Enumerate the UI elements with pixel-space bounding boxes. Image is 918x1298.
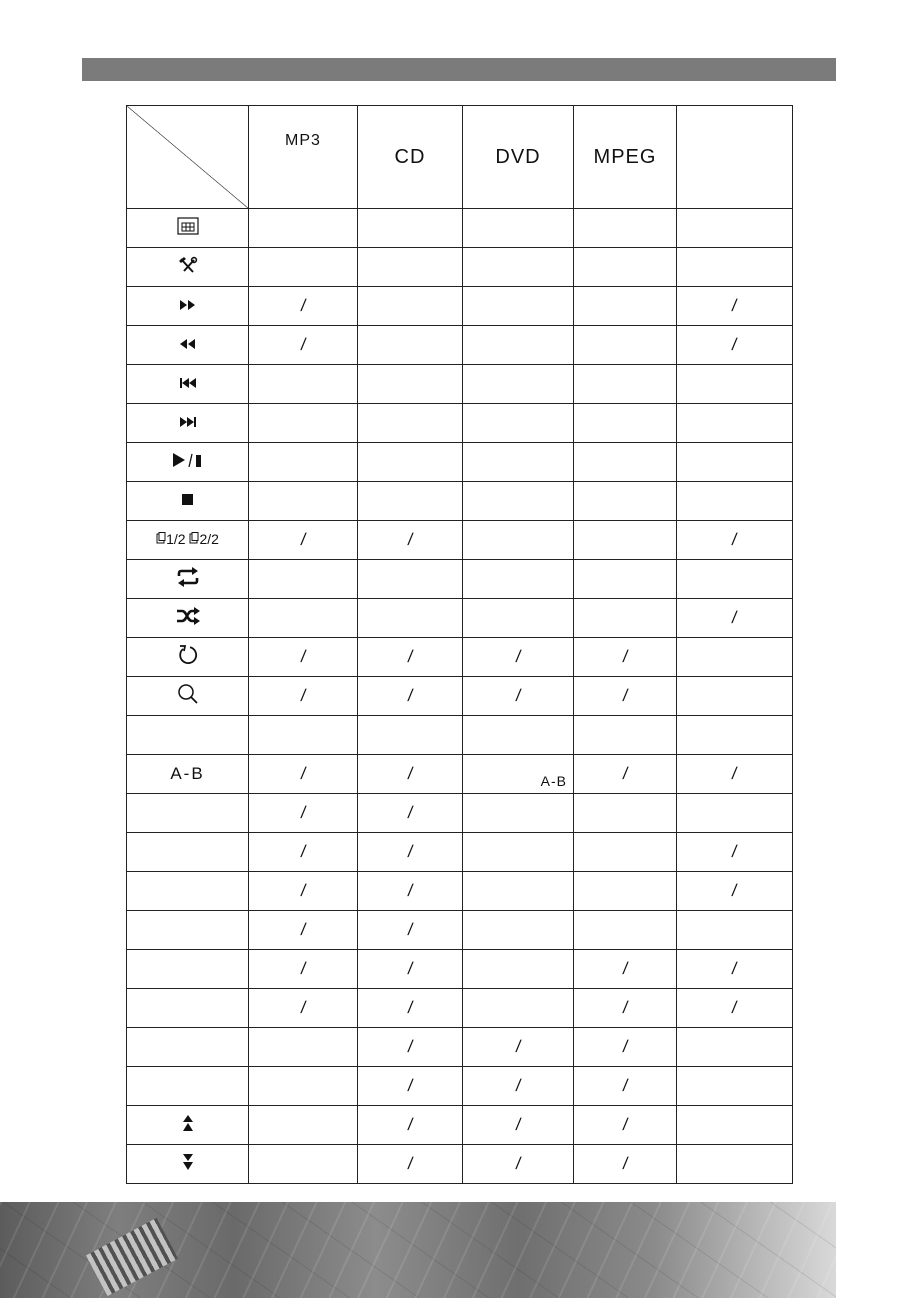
cell-dvd (463, 833, 574, 872)
table-row (127, 1145, 793, 1184)
refresh-icon (177, 644, 199, 671)
cell-dvd (463, 404, 574, 443)
row-label-cell (127, 482, 249, 521)
cell-dvd (463, 1067, 574, 1106)
support-mark: / (621, 686, 629, 705)
support-mark: / (406, 764, 414, 783)
column-header-mpeg: MPEG (574, 106, 677, 209)
support-mark: / (299, 686, 307, 705)
cell-dvd (463, 287, 574, 326)
row-label-cell (127, 794, 249, 833)
cell-mp3 (249, 1067, 358, 1106)
row-label-cell (127, 326, 249, 365)
cell-cd (358, 950, 463, 989)
row-label-cell (127, 638, 249, 677)
cell-dvd (463, 872, 574, 911)
cell-dvd (463, 716, 574, 755)
column-header-blank (677, 106, 793, 209)
support-mark: / (299, 530, 307, 549)
disc-fraction-label: 2/2 (199, 531, 219, 548)
table-row (127, 1106, 793, 1145)
cell-mpeg (574, 872, 677, 911)
page-down-icon (182, 1153, 194, 1176)
cell-dvd (463, 599, 574, 638)
support-mark: / (406, 998, 414, 1017)
fast-rewind-icon (179, 336, 197, 354)
play-pause-icon (172, 452, 204, 473)
page-up-icon (182, 1114, 194, 1137)
support-mark: / (514, 647, 522, 666)
cell-dvd (463, 482, 574, 521)
table-row (127, 443, 793, 482)
cell-extra (677, 482, 793, 521)
cell-cd (358, 287, 463, 326)
cell-cd (358, 989, 463, 1028)
cell-mp3 (249, 209, 358, 248)
cell-mpeg (574, 1067, 677, 1106)
row-label-cell (127, 833, 249, 872)
row-label-cell (127, 248, 249, 287)
table-row (127, 677, 793, 716)
column-header-cd: CD (358, 106, 463, 209)
cell-cd (358, 833, 463, 872)
column-header-mp3: MP3 (249, 106, 358, 209)
support-mark: / (621, 998, 629, 1017)
cell-dvd (463, 521, 574, 560)
cell-mpeg (574, 1145, 677, 1184)
table-header-row (127, 106, 793, 209)
cell-cd (358, 1106, 463, 1145)
cell-mpeg (574, 209, 677, 248)
support-mark: / (299, 998, 307, 1017)
cell-extra (677, 716, 793, 755)
support-mark: / (730, 530, 739, 549)
compatibility-table (126, 105, 793, 1184)
support-mark: / (730, 608, 739, 627)
cell-mp3 (249, 521, 358, 560)
cell-cd (358, 794, 463, 833)
support-mark: / (406, 1154, 414, 1173)
row-label-cell (127, 1067, 249, 1106)
support-mark: / (406, 1076, 414, 1095)
table-row (127, 911, 793, 950)
table-row (127, 794, 793, 833)
support-mark: / (621, 1037, 629, 1056)
zoom-icon (177, 683, 199, 710)
cell-mpeg (574, 521, 677, 560)
cell-extra (677, 1145, 793, 1184)
table-row (127, 482, 793, 521)
cell-cd (358, 209, 463, 248)
table-row (127, 560, 793, 599)
cell-mp3 (249, 560, 358, 599)
support-mark: / (730, 335, 739, 354)
cell-dvd (463, 209, 574, 248)
support-mark: / (299, 959, 307, 978)
cell-mp3 (249, 716, 358, 755)
cell-dvd (463, 638, 574, 677)
cell-cd (358, 404, 463, 443)
ab-note: A-B (540, 773, 567, 789)
support-mark: / (621, 647, 629, 666)
cell-extra (677, 989, 793, 1028)
cell-mp3 (249, 911, 358, 950)
cell-mpeg (574, 1028, 677, 1067)
cell-extra (677, 950, 793, 989)
cell-cd (358, 755, 463, 794)
cell-dvd (463, 365, 574, 404)
support-mark: / (730, 959, 739, 978)
table-row (127, 716, 793, 755)
repeat-icon (176, 567, 200, 592)
cell-dvd (463, 677, 574, 716)
table-row (127, 209, 793, 248)
cell-cd (358, 716, 463, 755)
support-mark: / (406, 920, 414, 939)
cell-dvd (463, 1028, 574, 1067)
row-label-cell (127, 1106, 249, 1145)
support-mark: / (514, 1115, 522, 1134)
support-mark: / (406, 803, 414, 822)
cell-dvd (463, 560, 574, 599)
cell-dvd (463, 1145, 574, 1184)
cell-extra (677, 404, 793, 443)
cell-mp3 (249, 1028, 358, 1067)
cell-mp3 (249, 443, 358, 482)
row-label-cell (127, 755, 249, 794)
support-mark: / (730, 998, 739, 1017)
table-row (127, 287, 793, 326)
cell-mpeg (574, 755, 677, 794)
cell-extra (677, 599, 793, 638)
row-label-cell (127, 911, 249, 950)
cell-mp3 (249, 950, 358, 989)
cell-extra (677, 1067, 793, 1106)
cell-dvd (463, 443, 574, 482)
cell-mpeg (574, 248, 677, 287)
support-mark: / (621, 959, 629, 978)
disc-select-icon (156, 531, 166, 549)
support-mark: / (730, 842, 739, 861)
cell-dvd (463, 248, 574, 287)
cell-cd (358, 872, 463, 911)
support-mark: / (299, 335, 307, 354)
cell-extra (677, 794, 793, 833)
table-row (127, 365, 793, 404)
table-row (127, 521, 793, 560)
cell-extra (677, 521, 793, 560)
cell-mp3 (249, 1145, 358, 1184)
support-mark: / (406, 881, 414, 900)
row-label-cell (127, 443, 249, 482)
support-mark: / (730, 881, 739, 900)
row-label-cell (127, 989, 249, 1028)
row-label-cell (127, 677, 249, 716)
skip-previous-icon (179, 375, 197, 393)
table-row (127, 872, 793, 911)
row-label: A-B (170, 764, 205, 783)
cell-mpeg (574, 287, 677, 326)
table-row (127, 950, 793, 989)
cell-cd (358, 638, 463, 677)
row-label-cell (127, 1028, 249, 1067)
support-mark: / (406, 686, 414, 705)
cell-mpeg (574, 599, 677, 638)
skip-next-icon (179, 414, 197, 432)
support-mark: / (299, 764, 307, 783)
support-mark: / (406, 842, 414, 861)
cell-cd (358, 1028, 463, 1067)
cell-cd (358, 1145, 463, 1184)
stop-icon (182, 492, 193, 510)
cell-mp3 (249, 872, 358, 911)
cell-mp3 (249, 989, 358, 1028)
support-mark: / (514, 1154, 522, 1173)
cell-extra (677, 560, 793, 599)
cell-mp3 (249, 482, 358, 521)
cell-dvd (463, 326, 574, 365)
cell-mp3 (249, 326, 358, 365)
support-mark: / (299, 842, 307, 861)
cell-mpeg (574, 404, 677, 443)
cell-extra (677, 1028, 793, 1067)
support-mark: / (730, 296, 739, 315)
footer-banner-image (0, 1202, 836, 1298)
cell-extra (677, 911, 793, 950)
cell-mp3 (249, 365, 358, 404)
disc-fraction-label: 1/2 (166, 531, 190, 548)
cell-cd (358, 599, 463, 638)
cell-mp3 (249, 755, 358, 794)
row-label-cell (127, 365, 249, 404)
row-label-cell (127, 599, 249, 638)
cell-dvd (463, 911, 574, 950)
support-mark: / (406, 530, 414, 549)
cell-extra (677, 248, 793, 287)
cell-extra (677, 287, 793, 326)
cell-cd (358, 248, 463, 287)
cell-extra (677, 365, 793, 404)
row-label-cell (127, 521, 249, 560)
row-label-cell (127, 404, 249, 443)
row-label-cell (127, 1145, 249, 1184)
cell-extra (677, 677, 793, 716)
setup-tools-icon (178, 256, 198, 279)
grid-menu-icon (177, 217, 199, 240)
support-mark: / (514, 1037, 522, 1056)
cell-mp3 (249, 638, 358, 677)
row-label-cell (127, 872, 249, 911)
cell-cd (358, 1067, 463, 1106)
cell-extra (677, 833, 793, 872)
cell-dvd (463, 950, 574, 989)
cell-mp3 (249, 404, 358, 443)
table-row (127, 1028, 793, 1067)
disc-select-icon (189, 531, 199, 549)
cell-mpeg (574, 482, 677, 521)
support-mark: / (621, 1154, 629, 1173)
cell-extra (677, 443, 793, 482)
cell-mpeg (574, 443, 677, 482)
cell-extra (677, 755, 793, 794)
cell-mpeg (574, 833, 677, 872)
table-row (127, 989, 793, 1028)
cell-mp3 (249, 677, 358, 716)
cell-mp3 (249, 248, 358, 287)
support-mark: / (514, 1076, 522, 1095)
row-label-cell (127, 287, 249, 326)
cell-mpeg (574, 911, 677, 950)
table-row (127, 755, 793, 794)
fast-forward-icon (179, 297, 197, 315)
cell-mp3 (249, 833, 358, 872)
cell-dvd (463, 1106, 574, 1145)
shuffle-icon (176, 607, 200, 630)
cell-extra (677, 1106, 793, 1145)
table-row (127, 599, 793, 638)
cell-cd (358, 326, 463, 365)
cell-cd (358, 677, 463, 716)
cell-extra (677, 326, 793, 365)
cell-mpeg (574, 638, 677, 677)
cell-dvd (463, 989, 574, 1028)
cell-cd (358, 482, 463, 521)
cell-mpeg (574, 716, 677, 755)
table-row (127, 1067, 793, 1106)
header-bar (82, 58, 836, 81)
cell-extra (677, 872, 793, 911)
support-mark: / (299, 296, 307, 315)
support-mark: / (299, 920, 307, 939)
diagonal-corner-cell (127, 106, 249, 209)
column-header-dvd: DVD (463, 106, 574, 209)
cell-cd (358, 560, 463, 599)
support-mark: / (730, 764, 739, 783)
table-row (127, 833, 793, 872)
row-label-cell (127, 560, 249, 599)
support-mark: / (621, 1115, 629, 1134)
film-strip-graphic (86, 1218, 178, 1296)
cell-mpeg (574, 326, 677, 365)
cell-mpeg (574, 677, 677, 716)
cell-cd (358, 521, 463, 560)
support-mark: / (406, 647, 414, 666)
cell-cd (358, 443, 463, 482)
cell-dvd (463, 755, 574, 794)
cell-extra (677, 209, 793, 248)
cell-mp3 (249, 1106, 358, 1145)
support-mark: / (406, 1037, 414, 1056)
cell-mpeg (574, 950, 677, 989)
table-row (127, 404, 793, 443)
support-mark: / (406, 1115, 414, 1134)
cell-dvd (463, 794, 574, 833)
cell-mp3 (249, 794, 358, 833)
support-mark: / (299, 647, 307, 666)
cell-mpeg (574, 794, 677, 833)
table-row (127, 638, 793, 677)
support-mark: / (299, 881, 307, 900)
cell-mp3 (249, 599, 358, 638)
cell-mpeg (574, 1106, 677, 1145)
cell-mpeg (574, 365, 677, 404)
cell-cd (358, 365, 463, 404)
cell-mp3 (249, 287, 358, 326)
row-label-cell (127, 716, 249, 755)
cell-cd (358, 911, 463, 950)
row-label-cell (127, 209, 249, 248)
table-row (127, 326, 793, 365)
support-mark: / (514, 686, 522, 705)
support-mark: / (299, 803, 307, 822)
cell-mpeg (574, 989, 677, 1028)
table-row (127, 248, 793, 287)
cell-mpeg (574, 560, 677, 599)
support-mark: / (621, 1076, 629, 1095)
support-mark: / (621, 764, 629, 783)
cell-extra (677, 638, 793, 677)
support-mark: / (406, 959, 414, 978)
row-label-cell (127, 950, 249, 989)
